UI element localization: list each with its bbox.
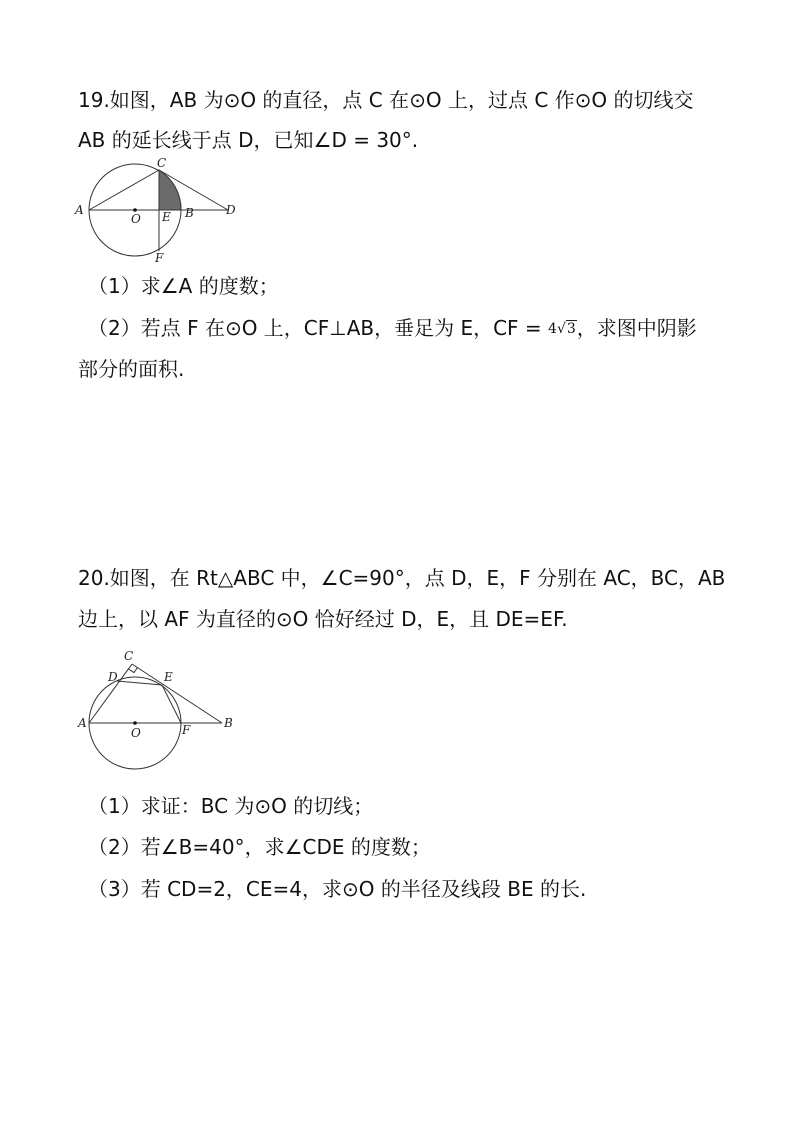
q19-part-2-after: ，求图中阴影: [576, 316, 697, 340]
q20-label-e: E: [164, 670, 173, 684]
q19-radical-coef: 4: [548, 321, 557, 337]
q20-label-b: B: [224, 716, 233, 730]
q19-label-c: C: [157, 156, 167, 170]
q20-figure: [70, 644, 240, 774]
q19-line-2: AB 的延长线于点 D，已知∠D = 30°.: [78, 128, 419, 152]
q19-part-2-before: （2）若点 F 在⊙O 上，CF⊥AB，垂足为 E，CF =: [88, 316, 549, 340]
q20-part-2: （2）若∠B=40°，求∠CDE 的度数；: [88, 835, 431, 859]
q20-chord-ef: [162, 685, 181, 723]
q19-line-1: 19.如图，AB 为⊙O 的直径，点 C 在⊙O 上，过点 C 作⊙O 的切线交: [78, 88, 694, 112]
q19-part-2: [88, 314, 697, 343]
q20-label-a: A: [78, 716, 87, 730]
q20-label-d: D: [108, 670, 118, 684]
q19-label-f: F: [155, 251, 164, 265]
q19-line-ac: [89, 170, 159, 210]
q20-part-1: （1）求证：BC 为⊙O 的切线；: [88, 794, 374, 818]
q20-center-dot: [133, 721, 137, 725]
q19-line-last: 部分的面积.: [78, 357, 185, 381]
q20-label-f: F: [182, 723, 191, 737]
q19-radical-radicand: 3: [566, 321, 576, 337]
q19-label-b: B: [185, 206, 194, 220]
q20-part-3: （3）若 CD=2，CE=4，求⊙O 的半径及线段 BE 的长.: [88, 877, 587, 901]
q20-label-o: O: [131, 726, 141, 740]
q20-line-1: 20.如图，在 Rt△ABC 中，∠C=90°，点 D，E，F 分别在 AC，BC，AB: [78, 566, 726, 590]
q19-figure: [70, 156, 250, 266]
q19-radical-value: 4√3: [548, 321, 576, 337]
q19-part-1: （1）求∠A 的度数；: [88, 274, 279, 298]
q19-label-e: E: [162, 210, 171, 224]
q20-label-c: C: [124, 649, 134, 663]
q19-label-a: A: [75, 203, 84, 217]
q19-label-d: D: [226, 203, 236, 217]
q19-label-o: O: [131, 212, 141, 226]
q20-right-angle-mark: [129, 667, 138, 672]
q20-line-2: 边上，以 AF 为直径的⊙O 恰好经过 D，E，且 DE=EF.: [78, 607, 568, 631]
